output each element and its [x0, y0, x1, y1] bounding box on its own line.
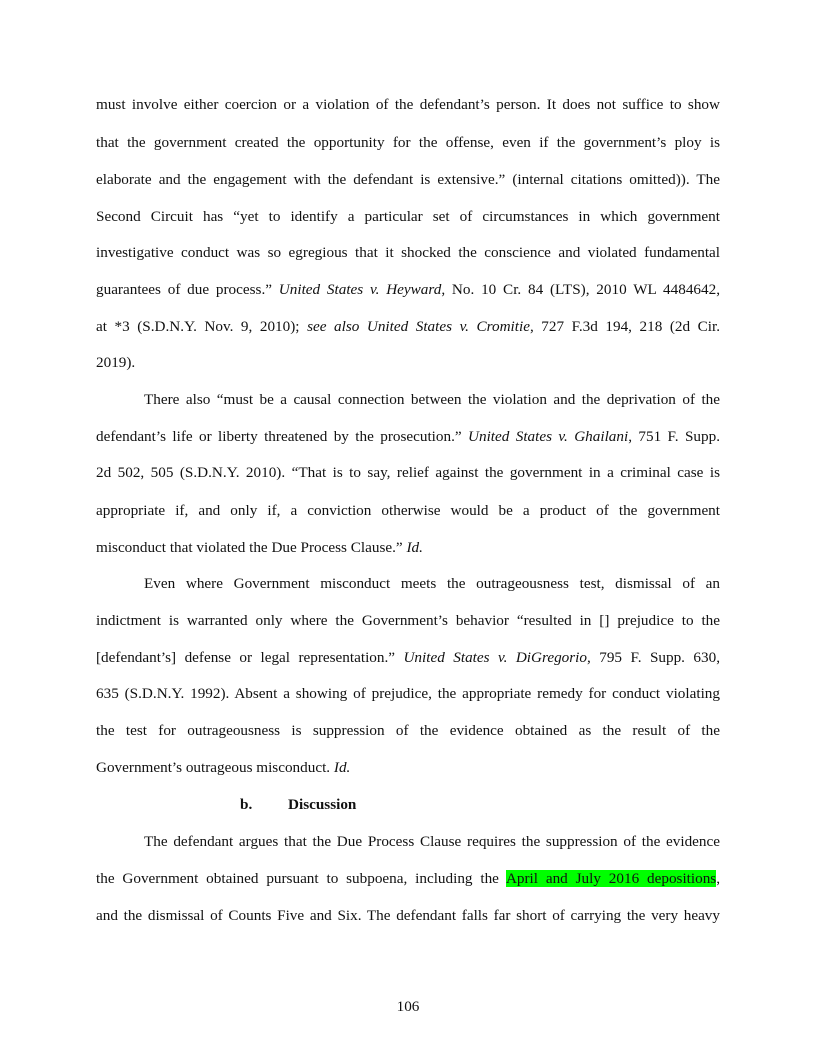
paragraph-3-line-6 [96, 759, 720, 777]
text-run: defendant’s life or liberty threatened by the prosecution.” [96, 428, 469, 445]
paragraph-1-line-2: that the government created the opportunity for the offense, even if the government’s ploy is [96, 134, 720, 151]
section-heading: Discussion [288, 796, 357, 813]
paragraph-4-line-1: The defendant argues that the Due Process Clause requires the suppression of the evidence [144, 833, 720, 850]
text-run: , No. 10 Cr. 84 (LTS), 2010 WL 4484642, [441, 281, 720, 298]
paragraph-2-line-3: 2d 502, 505 (S.D.N.Y. 2010). “That is to say, relief against the government in a criminal case is [96, 464, 720, 481]
paragraph-2-line-2 [96, 428, 720, 446]
page-number: 106 [396, 998, 420, 1015]
text-run: [defendant’s] defense or legal representation.” [96, 649, 404, 666]
paragraph-3-line-2: indictment is warranted only where the Government’s behavior “resulted in [] prejudice to the [96, 612, 720, 629]
case-citation-cromitie: see also United States v. Cromitie [307, 318, 530, 335]
text-run: , 751 F. Supp. [628, 428, 720, 445]
paragraph-3-line-4: 635 (S.D.N.Y. 1992). Absent a showing of prejudice, the appropriate remedy for conduct violating [96, 685, 720, 702]
paragraph-1-line-5: investigative conduct was so egregious that it shocked the conscience and violated fundamental [96, 244, 720, 261]
paragraph-1-line-4: Second Circuit has “yet to identify a particular set of circumstances in which government [96, 208, 720, 225]
text-run: , 795 F. Supp. 630, [587, 649, 720, 666]
paragraph-1-line-8: 2019). [96, 354, 136, 371]
paragraph-2-line-5 [96, 539, 720, 557]
id-citation: Id. [406, 539, 423, 556]
paragraph-2-line-4: appropriate if, and only if, a conviction otherwise would be a product of the government [96, 502, 720, 519]
paragraph-3-line-5: the test for outrageousness is suppression of the evidence obtained as the result of the [96, 722, 720, 739]
text-run: Government’s outrageous misconduct. [96, 759, 334, 776]
text-run: at *3 (S.D.N.Y. Nov. 9, 2010); [96, 318, 308, 335]
text-run: guarantees of due process.” [96, 281, 279, 298]
text-run: misconduct that violated the Due Process Clause.” [96, 539, 407, 556]
case-citation-digregorio: United States v. DiGregorio [403, 649, 587, 666]
paragraph-1-line-3: elaborate and the engagement with the defendant is extensive.” (internal citations omitted)). The [96, 171, 720, 188]
case-citation-heyward: United States v. Heyward [278, 281, 442, 298]
section-label: b. [240, 796, 253, 813]
paragraph-3-line-3 [96, 649, 720, 667]
paragraph-4-line-2 [96, 870, 720, 888]
paragraph-1-line-1: must involve either coercion or a violation of the defendant’s person. It does not suffice to show [96, 96, 720, 113]
text-run: the Government obtained pursuant to subpoena, including the [96, 870, 506, 887]
text-run: , [716, 870, 721, 887]
highlighted-text: April and July 2016 depositions [505, 870, 717, 887]
id-citation: Id. [333, 759, 351, 776]
paragraph-1-line-6 [96, 281, 720, 299]
case-citation-ghailani: United States v. Ghailani [468, 428, 629, 445]
text-run: , 727 F.3d 194, 218 (2d Cir. [529, 318, 721, 335]
paragraph-4-line-3: and the dismissal of Counts Five and Six. The defendant falls far short of carrying the very heavy [96, 907, 720, 924]
paragraph-2-line-1: There also “must be a causal connection between the violation and the deprivation of the [144, 391, 720, 408]
paragraph-1-line-7 [96, 318, 720, 336]
paragraph-3-line-1: Even where Government misconduct meets the outrageousness test, dismissal of an [144, 575, 720, 592]
